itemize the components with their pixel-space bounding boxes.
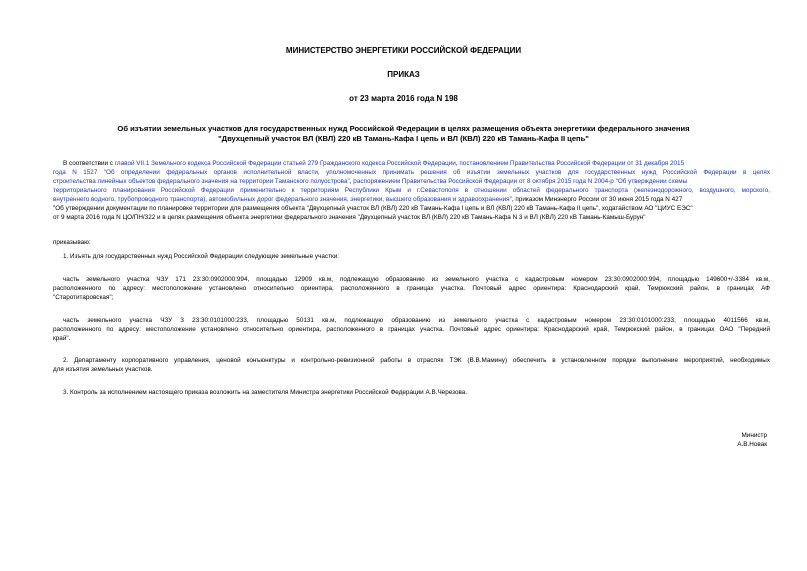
preamble-line-6: "Об утверждении документации по планировке территории для размещения объекта "Двухцепный участок ВЛ (КВЛ) 220 кВ Тамань-Кафа I цепь и ВЛ (КВЛ) 220 кВ Тамань-Кафа II цепь", ходатайством АО "ЦИУС ЕЭС": [53, 205, 693, 212]
item-2-line-1: 2. Департаменту корпоративного управления, ценовой конъюнктуры и контрольно-ревизионной работы в отраслях ТЭК (В.В.Мамину) обеспечить в установленном порядке выполнение мероприятий, необходимых: [63, 357, 770, 364]
parcel-1-line-2: расположенного по адресу: местоположение установлено относительно ориентира, расположенного в границах участка. Почтовый адрес ориентира: Краснодарский край, Темрюкский район, в границах АФ: [53, 285, 770, 292]
item-2-line-2: для изъятия земельных участков.: [53, 366, 153, 373]
parcel-1-line-3: "Старотитаровская";: [53, 294, 114, 301]
doc-type-heading: ПРИКАЗ: [387, 70, 420, 79]
link-government-order-2004r-cont[interactable]: внутреннего водного, трубопроводного транспорта), автомобильных дорог федерального значения, энергетики, высшего образования и здравоохранения": [53, 196, 512, 203]
preamble-text: , приказом Минэнерго России от 30 июня 2015 года N 427: [511, 196, 683, 203]
link-civil-code-article[interactable]: статьей 279 Гражданского кодекса Российской Федерации: [283, 160, 456, 167]
preamble-line-7: от 9 марта 2016 года N ЦО/ПН/322 и в целях размещения объекта энергетики федерального значения "Двухцепный участок ВЛ (КВЛ) 220 кВ Тамань-Кафа N 3 и ВЛ (КВЛ) 220 кВ Тамань-Камыш-Бурун": [53, 214, 646, 221]
link-government-resolution-1527-cont[interactable]: строительства линейных объектов федерального значения на территории Таманского полуострова": [53, 178, 350, 185]
preamble-text: В соответствии с: [63, 160, 115, 167]
parcel-2-line-3: край".: [53, 335, 71, 342]
item-1-text: 1. Изъять для государственных нужд Российской Федерации следующие земельные участки:: [63, 253, 340, 260]
parcel-1-line-1: часть земельного участка ЧЗУ 171 23:30:0902000:994, площадью 12909 кв.м, подлежащую образованию из земельного участка с кадастровым номером 23:30:0902000:994, площадью 149600+/-3384 кв.м,: [63, 276, 770, 283]
preamble-line-3: [53, 177, 687, 186]
signature-name: А.В.Новак: [737, 441, 767, 448]
order-word: приказываю:: [53, 239, 91, 246]
preamble-line-1: [63, 159, 684, 168]
parcel-2-line-2: расположенного по адресу: местоположение установлено относительно ориентира, расположенного в границах участка. Почтовый адрес ориентира: Краснодарский край, Темрюкский район, в границах ОАО "Передний: [53, 326, 770, 333]
doc-date-number: от 23 марта 2016 года N 198: [349, 94, 458, 103]
link-government-resolution-1527[interactable]: постановлением Правительства Российской Федерации от 31 декабря 2015: [459, 160, 685, 167]
item-3-text: 3. Контроль за исполнением настоящего приказа возложить на заместителя Министра энергетики Российской Федерации А.В.Черезова.: [63, 389, 468, 396]
doc-title-line-2: "Двухцепный участок ВЛ (КВЛ) 220 кВ Тамань-Кафа I цепь и ВЛ (КВЛ) 220 кВ Тамань-Кафа II цепь": [218, 134, 589, 143]
signature-position: Министр: [741, 432, 767, 439]
preamble-line-5: [53, 195, 682, 204]
separator-text: ,: [349, 178, 354, 185]
doc-title-line-1: Об изъятии земельных участков для государственных нужд Российской Федерации в целях размещения объекта энергетики федерального значения: [117, 124, 690, 133]
preamble-line-4[interactable]: территориального планирования Российской Федерации применительно к территориям Республики Крым и г.Севастополя в отношении областей федерального транспорта (железнодорожного, воздушного, морского,: [53, 187, 770, 194]
link-land-code-chapter[interactable]: главой VII.1 Земельного кодекса Российской Федерации: [114, 160, 282, 167]
parcel-2-line-1: часть земельного участка ЧЗУ 3 23:30:0101000:233, площадью 50131 кв.м, подлежащую образованию из земельного участка с кадастровым номером 23:30:0101000:233, площадью 4011566 кв.м,: [63, 317, 770, 324]
preamble-line-2[interactable]: года N 1527 "Об определении федеральных органов исполнительной власти, уполномоченных принимать решения об изъятии земельных участков для государственных нужд Российской Федерации в целях: [53, 169, 770, 176]
separator-text: ,: [455, 160, 460, 167]
link-government-order-2004r[interactable]: распоряжением Правительства Российской Федерации от 8 октября 2015 года N 2004-р "Об утверждении схемы: [353, 178, 688, 185]
ministry-heading: МИНИСТЕРСТВО ЭНЕРГЕТИКИ РОССИЙСКОЙ ФЕДЕРАЦИИ: [285, 46, 522, 55]
